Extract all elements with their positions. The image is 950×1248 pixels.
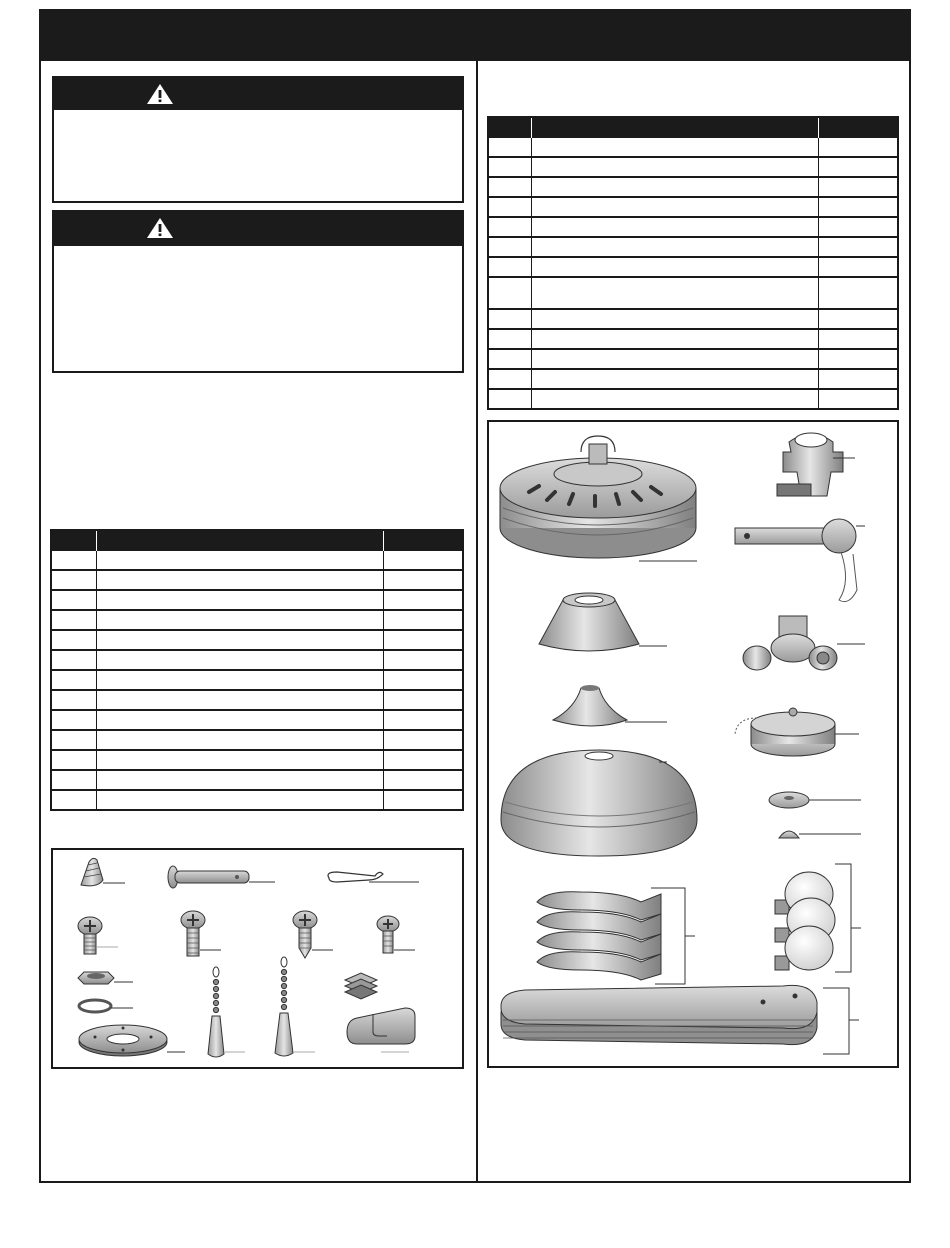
warning-header bbox=[54, 78, 462, 110]
cell-description bbox=[532, 157, 819, 177]
table-row bbox=[488, 349, 898, 369]
cell-key bbox=[51, 690, 97, 710]
cell-qty bbox=[819, 389, 899, 409]
cell-qty bbox=[384, 610, 464, 630]
cell-description bbox=[97, 730, 384, 750]
hairpin-clip-icon bbox=[328, 872, 419, 882]
cell-description bbox=[532, 329, 819, 349]
column-divider bbox=[476, 61, 478, 1183]
table-row bbox=[488, 277, 898, 309]
table-row bbox=[51, 610, 463, 630]
cell-key bbox=[488, 197, 532, 217]
cell-key bbox=[51, 630, 97, 650]
cell-key bbox=[488, 369, 532, 389]
cell-key bbox=[51, 650, 97, 670]
cell-qty bbox=[819, 217, 899, 237]
parts-illustration-box bbox=[487, 420, 899, 1068]
table-row bbox=[488, 257, 898, 277]
cell-key bbox=[488, 257, 532, 277]
cell-qty bbox=[384, 730, 464, 750]
cell-description bbox=[97, 630, 384, 650]
cell-description bbox=[532, 177, 819, 197]
cell-qty bbox=[819, 309, 899, 329]
cell-key bbox=[51, 710, 97, 730]
table-row bbox=[51, 670, 463, 690]
coupling-cover-icon bbox=[553, 685, 667, 726]
cell-key bbox=[51, 551, 97, 570]
column-header bbox=[384, 530, 464, 551]
cell-qty bbox=[384, 710, 464, 730]
blade-arms-icon bbox=[537, 888, 695, 984]
lock-washer-icon bbox=[79, 1000, 133, 1012]
cell-description bbox=[97, 590, 384, 610]
cell-qty bbox=[819, 177, 899, 197]
cell-qty bbox=[384, 770, 464, 790]
table-row bbox=[51, 790, 463, 810]
warning-body bbox=[54, 246, 462, 262]
pull-chain-icon bbox=[275, 957, 315, 1056]
table-row bbox=[488, 369, 898, 389]
cell-key bbox=[51, 590, 97, 610]
cell-qty bbox=[384, 570, 464, 590]
cell-qty bbox=[819, 157, 899, 177]
switch-housing-icon bbox=[743, 616, 865, 670]
screw-icon bbox=[377, 916, 415, 953]
cell-description bbox=[97, 551, 384, 570]
hex-nut-icon bbox=[78, 972, 133, 984]
cell-qty bbox=[819, 197, 899, 217]
table-row bbox=[51, 570, 463, 590]
cell-qty bbox=[384, 670, 464, 690]
table-row bbox=[51, 710, 463, 730]
cell-description bbox=[97, 650, 384, 670]
cell-description bbox=[97, 670, 384, 690]
cell-key bbox=[488, 349, 532, 369]
screw-icon bbox=[78, 917, 118, 954]
cell-description bbox=[97, 750, 384, 770]
cell-key bbox=[488, 138, 532, 157]
table-row bbox=[488, 237, 898, 257]
cell-key bbox=[51, 670, 97, 690]
column-header bbox=[532, 117, 819, 138]
cell-description bbox=[532, 309, 819, 329]
table-header-row bbox=[488, 117, 898, 138]
table-row bbox=[488, 217, 898, 237]
hanger-bracket-icon bbox=[777, 433, 855, 496]
cell-description bbox=[532, 257, 819, 277]
cell-key bbox=[488, 389, 532, 409]
cell-qty bbox=[384, 790, 464, 810]
canopy-icon bbox=[539, 593, 667, 651]
cell-description bbox=[532, 217, 819, 237]
motor-housing-icon bbox=[500, 436, 697, 561]
table-row bbox=[51, 750, 463, 770]
table-row bbox=[51, 590, 463, 610]
table-row bbox=[51, 551, 463, 570]
table-row bbox=[488, 138, 898, 157]
cell-description bbox=[532, 138, 819, 157]
cell-qty bbox=[819, 237, 899, 257]
cell-qty bbox=[384, 650, 464, 670]
cell-description bbox=[97, 690, 384, 710]
cell-qty bbox=[384, 630, 464, 650]
cell-description bbox=[97, 610, 384, 630]
cell-key bbox=[51, 570, 97, 590]
cell-qty bbox=[819, 257, 899, 277]
table-row bbox=[488, 309, 898, 329]
cell-qty bbox=[819, 277, 899, 309]
column-header bbox=[97, 530, 384, 551]
wire-nut-icon bbox=[81, 858, 125, 885]
warning-body bbox=[54, 110, 462, 126]
blades-icon bbox=[501, 985, 859, 1054]
table-row bbox=[51, 730, 463, 750]
cell-key bbox=[51, 790, 97, 810]
warning-box-1 bbox=[52, 76, 464, 203]
light-shade-icon bbox=[501, 750, 697, 856]
cell-key bbox=[488, 217, 532, 237]
cell-qty bbox=[819, 349, 899, 369]
warning-box-2 bbox=[52, 210, 464, 373]
cell-description bbox=[532, 349, 819, 369]
cell-qty bbox=[819, 138, 899, 157]
cell-key bbox=[51, 750, 97, 770]
column-header bbox=[819, 117, 899, 138]
cell-qty bbox=[384, 590, 464, 610]
cell-key bbox=[488, 237, 532, 257]
cell-key bbox=[488, 277, 532, 309]
balancing-kit-icon bbox=[345, 973, 415, 1052]
cell-key bbox=[488, 157, 532, 177]
downrod-icon bbox=[735, 519, 865, 602]
header-bar bbox=[39, 9, 911, 61]
cell-qty bbox=[819, 329, 899, 349]
cell-description bbox=[532, 277, 819, 309]
cell-key bbox=[51, 770, 97, 790]
column-header bbox=[488, 117, 532, 138]
table-header-row bbox=[51, 530, 463, 551]
cell-key bbox=[488, 177, 532, 197]
cell-description bbox=[532, 197, 819, 217]
cell-qty bbox=[384, 690, 464, 710]
table-row bbox=[51, 690, 463, 710]
finial-icon bbox=[769, 792, 861, 808]
screw-icon bbox=[181, 911, 221, 956]
clevis-pin-icon bbox=[168, 866, 275, 888]
cell-key bbox=[488, 309, 532, 329]
hardware-illustration-box bbox=[51, 848, 464, 1069]
cell-qty bbox=[819, 369, 899, 389]
warning-triangle-icon bbox=[146, 83, 174, 105]
light-bulbs-icon bbox=[775, 864, 861, 972]
cell-qty bbox=[384, 750, 464, 770]
pull-chain-icon bbox=[208, 967, 245, 1057]
warning-header bbox=[54, 212, 462, 246]
cap-icon bbox=[779, 831, 861, 838]
table-row bbox=[488, 177, 898, 197]
cell-description bbox=[97, 570, 384, 590]
table-row bbox=[51, 630, 463, 650]
hardware-illustration bbox=[53, 850, 462, 1067]
cell-key bbox=[488, 329, 532, 349]
parts-illustration bbox=[489, 422, 897, 1066]
warning-triangle-icon bbox=[146, 217, 174, 239]
cell-description bbox=[97, 710, 384, 730]
cell-qty bbox=[384, 551, 464, 570]
table-row bbox=[488, 157, 898, 177]
cell-key bbox=[51, 730, 97, 750]
hardware-parts-table bbox=[50, 529, 464, 811]
table-row bbox=[51, 650, 463, 670]
cell-description bbox=[532, 389, 819, 409]
table-row bbox=[488, 329, 898, 349]
light-kit-icon bbox=[735, 708, 859, 756]
table-row bbox=[488, 197, 898, 217]
column-header bbox=[51, 530, 97, 551]
cell-description bbox=[532, 369, 819, 389]
cell-description bbox=[97, 770, 384, 790]
fan-parts-table bbox=[487, 116, 899, 410]
wood-screw-icon bbox=[293, 911, 333, 958]
canopy-plate-icon bbox=[79, 1025, 185, 1056]
table-row bbox=[488, 389, 898, 409]
table-row bbox=[51, 770, 463, 790]
cell-description bbox=[532, 237, 819, 257]
cell-description bbox=[97, 790, 384, 810]
cell-key bbox=[51, 610, 97, 630]
